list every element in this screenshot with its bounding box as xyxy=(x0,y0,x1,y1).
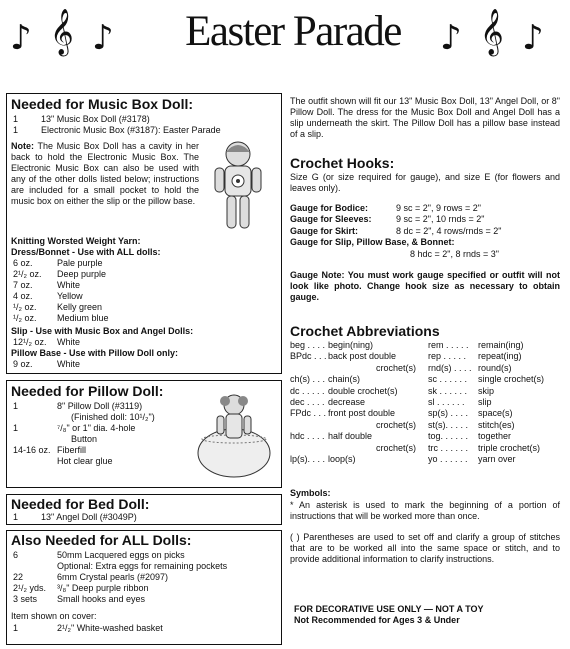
abbreviation-row: ch(s) . . . chain(s) xyxy=(290,374,361,385)
pillow-yarn-list xyxy=(13,359,213,370)
music-box-list xyxy=(13,114,275,136)
all-dolls-section xyxy=(6,530,282,645)
bed-doll-list xyxy=(13,512,273,523)
abbreviation-row: BPdc . . . back post double xyxy=(290,351,397,362)
pillow-doll-list xyxy=(13,401,213,467)
page-title: Easter Parade xyxy=(185,8,401,55)
abbreviations-left xyxy=(290,340,422,465)
abbreviation-row: lp(s). . . . loop(s) xyxy=(290,453,356,464)
abbreviation-row: yo . . . . . . yarn over xyxy=(428,453,516,464)
bed-doll-section xyxy=(6,494,282,525)
abbreviation-row: hdc . . . . half double xyxy=(290,431,373,442)
abbreviation-row: rem . . . . . remain(ing) xyxy=(428,340,524,350)
abbreviation-row: FPdc . . . front post double xyxy=(290,408,396,419)
list-item: Optional: Extra eggs for remaining pockets xyxy=(57,561,228,571)
section-heading: Needed for Bed Doll: xyxy=(11,496,150,512)
dress-heading: Dress/Bonnet - Use with ALL dolls: xyxy=(11,247,161,257)
music-box-note: Note: The Music Box Doll has a cavity in her back to hold the Electronic Music Box. The Electronic Music Box can also be used with any of the other dolls listed below; instructions are included for a small pocket to hold the music box on either the slip or the pillow base. xyxy=(11,141,200,206)
list-item: (Finished doll: 10¹/₂") xyxy=(71,412,155,422)
gauge-row: 8 hdc = 2", 8 rnds = 3" xyxy=(410,248,499,259)
music-note-icon: ♪ xyxy=(440,18,462,58)
list-item: 6 50mm Lacquered eggs on picks xyxy=(13,550,185,560)
hooks-heading: Crochet Hooks: xyxy=(290,155,395,171)
list-item: Button xyxy=(71,434,98,444)
treble-clef-icon: 𝄞 xyxy=(50,9,74,55)
section-heading: Needed for Music Box Doll: xyxy=(11,96,194,112)
music-note-icon: ♪ xyxy=(92,18,114,58)
symbols-heading: Symbols: xyxy=(290,488,331,498)
list-item: 7 oz. White xyxy=(13,280,81,290)
abbreviation-row: sc . . . . . . single crochet(s) xyxy=(428,374,545,385)
pillow-doll-section xyxy=(6,380,282,488)
list-item: 1 13" Angel Doll (#3049P) xyxy=(13,512,137,522)
abbreviation-row: dc . . . . . double crochet(s) xyxy=(290,385,398,396)
music-box-doll-illustration xyxy=(201,140,275,232)
slip-yarn-list xyxy=(13,337,213,348)
dress-yarn-list xyxy=(13,258,213,324)
music-note-icon: ♪ xyxy=(522,18,544,58)
yarn-heading: Knitting Worsted Weight Yarn: xyxy=(11,236,141,246)
gauge-row: Gauge for Sleeves: 9 sc = 2", 10 rnds = 2" xyxy=(290,214,485,225)
cover-list xyxy=(13,623,275,634)
list-item: 1 ⁷/₈" or 1" dia. 4-hole xyxy=(13,423,136,433)
symbols-parentheses: ( ) Parentheses are used to set off and clarify a group of stitches that are to be worked all into the same space or stitch, and to provide additional information to clarify instructions. xyxy=(290,532,560,564)
abbreviation-row: dec . . . . decrease xyxy=(290,396,366,407)
list-item: 14-16 oz. Fiberfill xyxy=(13,445,87,455)
cover-label: Item shown on cover: xyxy=(11,611,97,621)
abbreviation-row: crochet(s) xyxy=(376,442,417,453)
list-item: 2¹/₂ yds. ³/₈" Deep purple ribbon xyxy=(13,583,149,593)
music-note-icon: ♪ xyxy=(10,18,32,58)
gauge-row: Gauge for Bodice: 9 sc = 2", 9 rows = 2" xyxy=(290,203,481,213)
section-heading: Also Needed for ALL Dolls: xyxy=(11,532,192,548)
list-item: 1 2¹/₂" White-washed basket xyxy=(13,623,163,633)
gauge-row: Gauge for Skirt: 8 dc = 2", 4 rows/rnds = 2" xyxy=(290,225,502,236)
abbreviation-row: sk . . . . . . skip xyxy=(428,385,495,396)
footer-warning: FOR DECORATIVE USE ONLY — NOT A TOY xyxy=(294,604,484,614)
list-item: Hot clear glue xyxy=(57,456,113,466)
gauge-row: Gauge for Slip, Pillow Base, & Bonnet: xyxy=(290,237,455,248)
list-item: 12¹/₂ oz. White xyxy=(13,337,81,347)
list-item: 22 6mm Crystal pearls (#2097) xyxy=(13,572,169,582)
gauge-note: Gauge Note: You must work gauge specified or outfit will not look like photo. Change hook size as necessary to obtain gauge. xyxy=(290,270,560,302)
symbols-asterisk: * An asterisk is used to mark the beginning of a portion of instructions that will be worked more than once. xyxy=(290,500,560,521)
all-dolls-list xyxy=(13,550,275,605)
hooks-text: Size G (or size required for gauge), and size E (for flowers and leaves only). xyxy=(290,172,560,193)
gauge-list xyxy=(290,203,560,260)
list-item: 6 oz. Pale purple xyxy=(13,258,103,268)
abbreviation-row: st(s). . . . . stitch(es) xyxy=(428,419,515,430)
pillow-doll-illustration xyxy=(191,391,277,481)
slip-heading: Slip - Use with Music Box and Angel Dolls: xyxy=(11,326,194,336)
list-item: 1 Electronic Music Box (#3187): Easter Parade xyxy=(13,125,221,135)
abbreviation-row: beg . . . . begin(ning) xyxy=(290,340,374,350)
abbreviations-right xyxy=(428,340,564,465)
pillow-base-heading: Pillow Base - Use with Pillow Doll only: xyxy=(11,348,179,358)
abbreviation-row: sl . . . . . . slip xyxy=(428,396,492,407)
list-item: 1 13" Music Box Doll (#3178) xyxy=(13,114,150,124)
abbreviation-row: tog. . . . . . together xyxy=(428,431,512,442)
list-item: 4 oz. Yellow xyxy=(13,291,83,301)
music-box-section xyxy=(6,93,282,374)
abbreviation-row: rnd(s) . . . . round(s) xyxy=(428,362,512,373)
abbreviation-row: crochet(s) xyxy=(376,419,417,430)
list-item: 9 oz. White xyxy=(13,359,81,369)
section-heading: Needed for Pillow Doll: xyxy=(11,383,164,399)
list-item: 1 8" Pillow Doll (#3119) xyxy=(13,401,143,411)
abbreviation-row: crochet(s) xyxy=(376,362,417,373)
abbreviation-row: sp(s) . . . . space(s) xyxy=(428,408,513,419)
list-item: 2¹/₂ oz. Deep purple xyxy=(13,269,107,279)
footer-age-warning: Not Recommended for Ages 3 & Under xyxy=(294,615,460,625)
treble-clef-icon: 𝄞 xyxy=(480,9,504,55)
abbreviations-heading: Crochet Abbreviations xyxy=(290,323,440,339)
abbreviation-row: trc . . . . . . triple crochet(s) xyxy=(428,442,541,453)
abbreviation-row: rep . . . . . repeat(ing) xyxy=(428,351,522,362)
list-item: ¹/₂ oz. Medium blue xyxy=(13,313,109,323)
list-item: 3 sets Small hooks and eyes xyxy=(13,594,146,604)
list-item: ¹/₂ oz. Kelly green xyxy=(13,302,103,312)
intro-text: The outfit shown will fit our 13" Music Box Doll, 13" Angel Doll, or 8" Pillow Doll. The dress for the Music Box Doll and Angel Doll has a slip underneath the skirt. The Pillow Doll has a pillow base instead of a slip. xyxy=(290,96,560,139)
